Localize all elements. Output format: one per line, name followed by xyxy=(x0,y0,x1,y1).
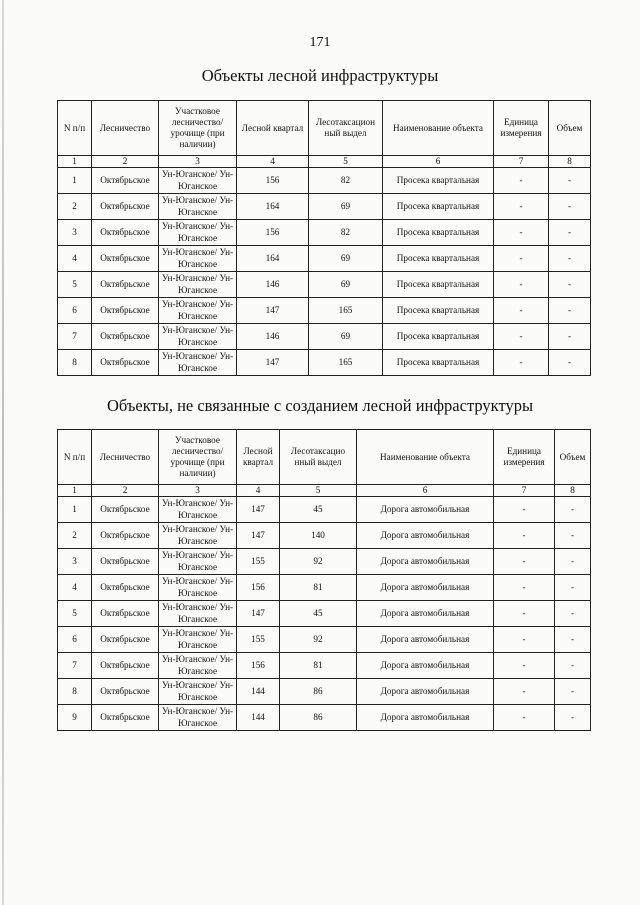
table-row xyxy=(58,679,591,705)
cell-object: Дорога автомобильная xyxy=(357,497,494,523)
cell-vydel: 92 xyxy=(280,627,357,653)
header-col-vydel: Лесотаксацио нный выдел xyxy=(280,430,357,485)
cell-vydel: 69 xyxy=(309,324,383,350)
cell-forestry: Октябрьское xyxy=(92,575,159,601)
header-col-object: Наименование объекта xyxy=(383,101,494,156)
table-row xyxy=(58,246,591,272)
cell-object: Просека квартальная xyxy=(383,168,494,194)
cell-quarter: 164 xyxy=(237,194,309,220)
cell-number: 2 xyxy=(58,194,92,220)
cell-object: Дорога автомобильная xyxy=(357,705,494,731)
scan-edge xyxy=(2,0,4,905)
cell-vydel: 69 xyxy=(309,194,383,220)
cell-vydel: 69 xyxy=(309,272,383,298)
non-infrastructure-table xyxy=(57,429,591,731)
cell-volume: - xyxy=(549,298,591,324)
table-row xyxy=(58,298,591,324)
cell-unit: - xyxy=(494,575,555,601)
cell-quarter: 147 xyxy=(237,350,309,376)
cell-volume: - xyxy=(549,350,591,376)
cell-volume: - xyxy=(549,194,591,220)
cell-volume: - xyxy=(549,272,591,298)
cell-quarter: 147 xyxy=(237,497,280,523)
cell-number: 2 xyxy=(58,523,92,549)
cell-object: Просека квартальная xyxy=(383,272,494,298)
cell-number: 5 xyxy=(58,601,92,627)
cell-district: Ун-Юганское/ Ун-Юганское xyxy=(159,705,237,731)
cell-object: Просека квартальная xyxy=(383,220,494,246)
cell-district: Ун-Юганское/ Ун-Юганское xyxy=(159,194,237,220)
header-col-district: Участковое лесничество/ урочище (при наличии) xyxy=(159,430,237,485)
cell-district: Ун-Юганское/ Ун-Юганское xyxy=(159,653,237,679)
cell-unit: - xyxy=(494,653,555,679)
cell-quarter: 144 xyxy=(237,705,280,731)
cell-object: Просека квартальная xyxy=(383,350,494,376)
cell-quarter: 156 xyxy=(237,575,280,601)
cell-vydel: 81 xyxy=(280,653,357,679)
cell-unit: - xyxy=(494,324,549,350)
cell-quarter: 156 xyxy=(237,220,309,246)
cell-volume: - xyxy=(549,168,591,194)
table-row xyxy=(58,523,591,549)
cell-vydel: 86 xyxy=(280,679,357,705)
cell-forestry: Октябрьское xyxy=(92,220,159,246)
column-number: 5 xyxy=(309,156,383,168)
cell-volume: - xyxy=(555,575,591,601)
column-number: 8 xyxy=(549,156,591,168)
cell-vydel: 82 xyxy=(309,168,383,194)
table-row xyxy=(58,653,591,679)
column-number: 7 xyxy=(494,156,549,168)
column-number: 3 xyxy=(159,485,237,497)
cell-forestry: Октябрьское xyxy=(92,679,159,705)
cell-forestry: Октябрьское xyxy=(92,298,159,324)
cell-number: 4 xyxy=(58,246,92,272)
header-col-volume: Объем xyxy=(555,430,591,485)
cell-object: Дорога автомобильная xyxy=(357,523,494,549)
cell-object: Просека квартальная xyxy=(383,324,494,350)
cell-number: 7 xyxy=(58,653,92,679)
header-col-number: N п/п xyxy=(58,430,92,485)
header-col-vydel: Лесотаксацион ный выдел xyxy=(309,101,383,156)
cell-object: Дорога автомобильная xyxy=(357,679,494,705)
table-row xyxy=(58,220,591,246)
cell-forestry: Октябрьское xyxy=(92,272,159,298)
cell-volume: - xyxy=(555,523,591,549)
cell-object: Дорога автомобильная xyxy=(357,601,494,627)
column-number-row xyxy=(58,485,591,497)
cell-unit: - xyxy=(494,549,555,575)
cell-volume: - xyxy=(555,601,591,627)
cell-volume: - xyxy=(549,324,591,350)
cell-object: Просека квартальная xyxy=(383,298,494,324)
cell-object: Дорога автомобильная xyxy=(357,627,494,653)
cell-district: Ун-Юганское/ Ун-Юганское xyxy=(159,324,237,350)
cell-volume: - xyxy=(549,246,591,272)
table-row xyxy=(58,272,591,298)
cell-district: Ун-Юганское/ Ун-Юганское xyxy=(159,523,237,549)
header-col-unit: Единица измерения xyxy=(494,430,555,485)
cell-district: Ун-Юганское/ Ун-Юганское xyxy=(159,679,237,705)
cell-forestry: Октябрьское xyxy=(92,324,159,350)
header-col-district: Участковое лесничество/ урочище (при наличии) xyxy=(159,101,237,156)
cell-volume: - xyxy=(549,220,591,246)
cell-district: Ун-Юганское/ Ун-Юганское xyxy=(159,549,237,575)
header-col-quarter: Лесной квартал xyxy=(237,101,309,156)
cell-district: Ун-Юганское/ Ун-Юганское xyxy=(159,246,237,272)
table-row xyxy=(58,324,591,350)
cell-unit: - xyxy=(494,679,555,705)
column-number-row xyxy=(58,156,591,168)
cell-unit: - xyxy=(494,298,549,324)
cell-vydel: 45 xyxy=(280,601,357,627)
header-col-unit: Единица измерения xyxy=(494,101,549,156)
cell-forestry: Октябрьское xyxy=(92,194,159,220)
cell-number: 5 xyxy=(58,272,92,298)
cell-number: 6 xyxy=(58,627,92,653)
table-row xyxy=(58,549,591,575)
table-row xyxy=(58,705,591,731)
cell-district: Ун-Юганское/ Ун-Юганское xyxy=(159,627,237,653)
cell-number: 3 xyxy=(58,220,92,246)
cell-unit: - xyxy=(494,350,549,376)
cell-object: Дорога автомобильная xyxy=(357,653,494,679)
table-row xyxy=(58,194,591,220)
cell-quarter: 147 xyxy=(237,298,309,324)
cell-volume: - xyxy=(555,705,591,731)
cell-vydel: 165 xyxy=(309,350,383,376)
column-number: 6 xyxy=(383,156,494,168)
cell-quarter: 147 xyxy=(237,601,280,627)
cell-unit: - xyxy=(494,523,555,549)
section-title-infrastructure: Объекты лесной инфраструктуры xyxy=(201,66,439,85)
cell-quarter: 146 xyxy=(237,272,309,298)
cell-unit: - xyxy=(494,705,555,731)
cell-object: Дорога автомобильная xyxy=(357,549,494,575)
header-col-quarter: Лесной квартал xyxy=(237,430,280,485)
column-number: 4 xyxy=(237,485,280,497)
cell-unit: - xyxy=(494,272,549,298)
cell-forestry: Октябрьское xyxy=(92,168,159,194)
page-number: 171 xyxy=(309,35,331,50)
cell-unit: - xyxy=(494,627,555,653)
table-row xyxy=(58,601,591,627)
cell-number: 1 xyxy=(58,168,92,194)
cell-unit: - xyxy=(494,168,549,194)
table-row xyxy=(58,627,591,653)
cell-forestry: Октябрьское xyxy=(92,246,159,272)
cell-forestry: Октябрьское xyxy=(92,653,159,679)
cell-vydel: 45 xyxy=(280,497,357,523)
column-number: 8 xyxy=(555,485,591,497)
cell-quarter: 155 xyxy=(237,549,280,575)
cell-unit: - xyxy=(494,497,555,523)
cell-quarter: 146 xyxy=(237,324,309,350)
cell-object: Просека квартальная xyxy=(383,194,494,220)
cell-quarter: 156 xyxy=(237,653,280,679)
header-col-forestry: Лесничество xyxy=(92,101,159,156)
cell-quarter: 155 xyxy=(237,627,280,653)
infrastructure-table xyxy=(57,100,591,376)
cell-forestry: Октябрьское xyxy=(92,350,159,376)
cell-district: Ун-Юганское/ Ун-Юганское xyxy=(159,575,237,601)
column-number: 2 xyxy=(92,485,159,497)
table-row xyxy=(58,497,591,523)
cell-quarter: 147 xyxy=(237,523,280,549)
cell-district: Ун-Юганское/ Ун-Юганское xyxy=(159,272,237,298)
cell-object: Просека квартальная xyxy=(383,246,494,272)
cell-forestry: Октябрьское xyxy=(92,523,159,549)
section-title-non-infrastructure: Объекты, не связанные с созданием лесной инфраструктуры xyxy=(106,396,534,415)
cell-forestry: Октябрьское xyxy=(92,497,159,523)
cell-unit: - xyxy=(494,194,549,220)
cell-number: 8 xyxy=(58,350,92,376)
cell-quarter: 164 xyxy=(237,246,309,272)
cell-number: 6 xyxy=(58,298,92,324)
cell-district: Ун-Юганское/ Ун-Юганское xyxy=(159,350,237,376)
header-col-forestry: Лесничество xyxy=(92,430,159,485)
cell-forestry: Октябрьское xyxy=(92,601,159,627)
header-col-number: N п/п xyxy=(58,101,92,156)
cell-number: 4 xyxy=(58,575,92,601)
cell-district: Ун-Юганское/ Ун-Юганское xyxy=(159,220,237,246)
cell-vydel: 86 xyxy=(280,705,357,731)
cell-vydel: 140 xyxy=(280,523,357,549)
cell-unit: - xyxy=(494,220,549,246)
cell-number: 1 xyxy=(58,497,92,523)
cell-unit: - xyxy=(494,246,549,272)
table-row xyxy=(58,350,591,376)
cell-volume: - xyxy=(555,653,591,679)
cell-vydel: 165 xyxy=(309,298,383,324)
cell-number: 7 xyxy=(58,324,92,350)
cell-vydel: 81 xyxy=(280,575,357,601)
header-row xyxy=(58,101,591,156)
cell-district: Ун-Юганское/ Ун-Юганское xyxy=(159,497,237,523)
cell-volume: - xyxy=(555,549,591,575)
table-row xyxy=(58,575,591,601)
cell-unit: - xyxy=(494,601,555,627)
column-number: 7 xyxy=(494,485,555,497)
cell-number: 8 xyxy=(58,679,92,705)
column-number: 2 xyxy=(92,156,159,168)
column-number: 1 xyxy=(58,485,92,497)
cell-quarter: 144 xyxy=(237,679,280,705)
cell-district: Ун-Юганское/ Ун-Юганское xyxy=(159,168,237,194)
cell-volume: - xyxy=(555,679,591,705)
cell-quarter: 156 xyxy=(237,168,309,194)
cell-number: 9 xyxy=(58,705,92,731)
cell-forestry: Октябрьское xyxy=(92,549,159,575)
cell-district: Ун-Юганское/ Ун-Юганское xyxy=(159,298,237,324)
header-row xyxy=(58,430,591,485)
cell-number: 3 xyxy=(58,549,92,575)
column-number: 5 xyxy=(280,485,357,497)
cell-volume: - xyxy=(555,627,591,653)
column-number: 3 xyxy=(159,156,237,168)
cell-volume: - xyxy=(555,497,591,523)
table-row xyxy=(58,168,591,194)
header-col-object: Наименование объекта xyxy=(357,430,494,485)
cell-forestry: Октябрьское xyxy=(92,705,159,731)
header-col-volume: Объем xyxy=(549,101,591,156)
cell-vydel: 92 xyxy=(280,549,357,575)
column-number: 6 xyxy=(357,485,494,497)
cell-vydel: 69 xyxy=(309,246,383,272)
cell-vydel: 82 xyxy=(309,220,383,246)
cell-district: Ун-Юганское/ Ун-Юганское xyxy=(159,601,237,627)
column-number: 1 xyxy=(58,156,92,168)
cell-object: Дорога автомобильная xyxy=(357,575,494,601)
cell-forestry: Октябрьское xyxy=(92,627,159,653)
column-number: 4 xyxy=(237,156,309,168)
